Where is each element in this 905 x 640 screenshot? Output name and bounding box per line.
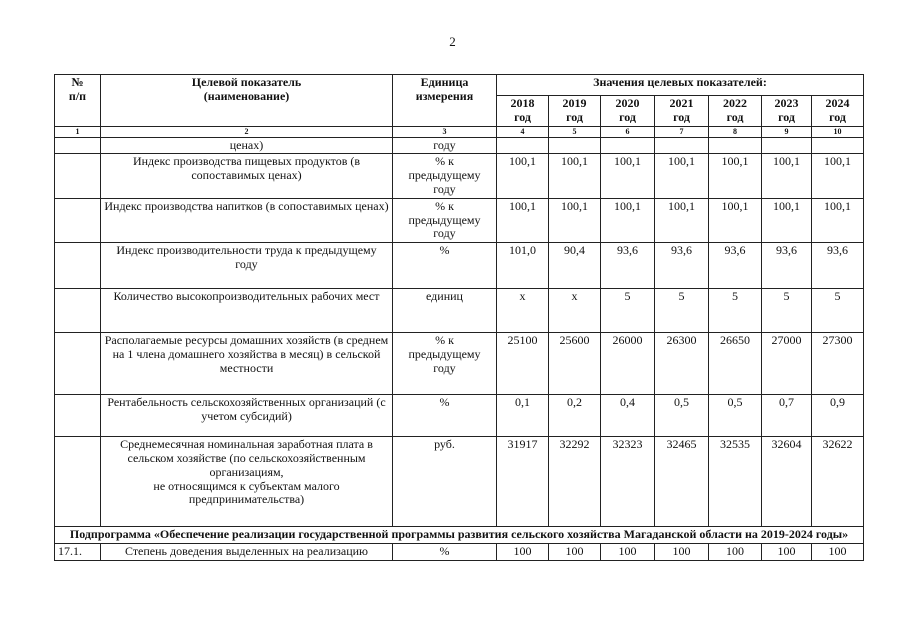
value-2022: 0,5 (709, 395, 762, 437)
value-2023: 93,6 (762, 243, 812, 289)
value-2021: 26300 (655, 333, 709, 395)
header-year: 2024 год (812, 96, 864, 127)
value-2019 (549, 137, 601, 154)
indicator-name: Степень доведения выделенных на реализацию (101, 543, 393, 560)
value-2019: 0,2 (549, 395, 601, 437)
table-row (55, 137, 864, 154)
indicator-unit: руб. (393, 437, 497, 527)
table-row (55, 543, 864, 560)
value-2023: 5 (762, 289, 812, 333)
row-number (55, 137, 101, 154)
value-2021: 100,1 (655, 154, 709, 198)
row-number: 17.1. (55, 543, 101, 560)
value-2021: 0,5 (655, 395, 709, 437)
value-2023: 100,1 (762, 154, 812, 198)
value-2018: 31917 (497, 437, 549, 527)
value-2022: 100,1 (709, 198, 762, 242)
header-year: 2021 год (655, 96, 709, 127)
indicator-name: Индекс производительности труда к предыдущему году (101, 243, 393, 289)
value-2020: 93,6 (601, 243, 655, 289)
indicator-name: Располагаемые ресурсы домашних хозяйств (в среднем на 1 члена домашнего хозяйства в месяц) в сельской местности (101, 333, 393, 395)
indicator-unit: % (393, 243, 497, 289)
table-row (55, 198, 864, 242)
value-2019: 100 (549, 543, 601, 560)
column-number: 4 (497, 126, 549, 137)
page-number: 2 (449, 34, 456, 49)
indicator-name: Рентабельность сельскохозяйственных организаций (с учетом субсидий) (101, 395, 393, 437)
column-numbers-row (55, 126, 864, 137)
value-2023: 100,1 (762, 198, 812, 242)
value-2018: 0,1 (497, 395, 549, 437)
indicator-unit: % (393, 543, 497, 560)
column-number: 6 (601, 126, 655, 137)
column-number: 5 (549, 126, 601, 137)
value-2023 (762, 137, 812, 154)
value-2023: 32604 (762, 437, 812, 527)
indicators-table (54, 74, 864, 561)
subprogram-row (55, 527, 864, 544)
value-2019: 100,1 (549, 154, 601, 198)
value-2020 (601, 137, 655, 154)
indicator-unit: году (393, 137, 497, 154)
table-row (55, 333, 864, 395)
value-2018: 101,0 (497, 243, 549, 289)
value-2020: 100,1 (601, 198, 655, 242)
indicator-name: Индекс производства напитков (в сопоставимых ценах) (101, 198, 393, 242)
value-2020: 32323 (601, 437, 655, 527)
row-number (55, 154, 101, 198)
value-2018 (497, 137, 549, 154)
row-number (55, 395, 101, 437)
row-number (55, 437, 101, 527)
value-2022: 100,1 (709, 154, 762, 198)
value-2024: 93,6 (812, 243, 864, 289)
value-2023: 0,7 (762, 395, 812, 437)
column-number: 9 (762, 126, 812, 137)
subprogram-title: Подпрограмма «Обеспечение реализации государственной программы развития сельского хозяйства Магаданской области на 2019-2024 годы» (55, 527, 864, 544)
column-number: 10 (812, 126, 864, 137)
indicator-name: ценах) (101, 137, 393, 154)
row-number (55, 243, 101, 289)
value-2024: 5 (812, 289, 864, 333)
value-2019: 100,1 (549, 198, 601, 242)
header-unit: Единица измерения (393, 75, 497, 127)
value-2022: 100 (709, 543, 762, 560)
table-row (55, 289, 864, 333)
value-2018: 100,1 (497, 198, 549, 242)
value-2022: 93,6 (709, 243, 762, 289)
value-2024: 100,1 (812, 154, 864, 198)
value-2019: 25600 (549, 333, 601, 395)
value-2022: 5 (709, 289, 762, 333)
value-2023: 27000 (762, 333, 812, 395)
header-year: 2020 год (601, 96, 655, 127)
header-year: 2018 год (497, 96, 549, 127)
header-indicator-name: Целевой показатель (наименование) (101, 75, 393, 127)
value-2021: 5 (655, 289, 709, 333)
value-2024: 27300 (812, 333, 864, 395)
row-number (55, 333, 101, 395)
indicator-name: Индекс производства пищевых продуктов (в сопоставимых ценах) (101, 154, 393, 198)
value-2018: x (497, 289, 549, 333)
indicator-unit: % к предыдущему году (393, 154, 497, 198)
column-number: 1 (55, 126, 101, 137)
header-values: Значения целевых показателей: (497, 75, 864, 96)
value-2020: 5 (601, 289, 655, 333)
value-2024: 32622 (812, 437, 864, 527)
indicator-name: Количество высокопроизводительных рабочих мест (101, 289, 393, 333)
value-2020: 100 (601, 543, 655, 560)
value-2021: 100 (655, 543, 709, 560)
header-year: 2019 год (549, 96, 601, 127)
value-2024: 100,1 (812, 198, 864, 242)
value-2021 (655, 137, 709, 154)
indicator-unit: % (393, 395, 497, 437)
table-row (55, 243, 864, 289)
value-2019: 32292 (549, 437, 601, 527)
value-2021: 100,1 (655, 198, 709, 242)
indicator-unit: % к предыдущему году (393, 333, 497, 395)
row-number (55, 289, 101, 333)
indicator-unit: единиц (393, 289, 497, 333)
value-2020: 26000 (601, 333, 655, 395)
column-number: 8 (709, 126, 762, 137)
value-2022: 32535 (709, 437, 762, 527)
value-2020: 100,1 (601, 154, 655, 198)
value-2021: 32465 (655, 437, 709, 527)
value-2020: 0,4 (601, 395, 655, 437)
value-2018: 100,1 (497, 154, 549, 198)
value-2022 (709, 137, 762, 154)
table-row (55, 395, 864, 437)
indicator-name: Среднемесячная номинальная заработная плата в сельском хозяйстве (по сельскохозяйственным организациям, не относящимся к субъектам малого предпринимательства) (101, 437, 393, 527)
value-2024: 0,9 (812, 395, 864, 437)
header-year: 2022 год (709, 96, 762, 127)
value-2018: 100 (497, 543, 549, 560)
table-row (55, 437, 864, 527)
value-2024: 100 (812, 543, 864, 560)
value-2019: x (549, 289, 601, 333)
header-num: № п/п (55, 75, 101, 127)
value-2023: 100 (762, 543, 812, 560)
column-number: 7 (655, 126, 709, 137)
row-number (55, 198, 101, 242)
value-2021: 93,6 (655, 243, 709, 289)
header-year: 2023 год (762, 96, 812, 127)
table-row (55, 154, 864, 198)
column-number: 2 (101, 126, 393, 137)
value-2018: 25100 (497, 333, 549, 395)
value-2022: 26650 (709, 333, 762, 395)
value-2024 (812, 137, 864, 154)
value-2019: 90,4 (549, 243, 601, 289)
column-number: 3 (393, 126, 497, 137)
indicator-unit: % к предыдущему году (393, 198, 497, 242)
